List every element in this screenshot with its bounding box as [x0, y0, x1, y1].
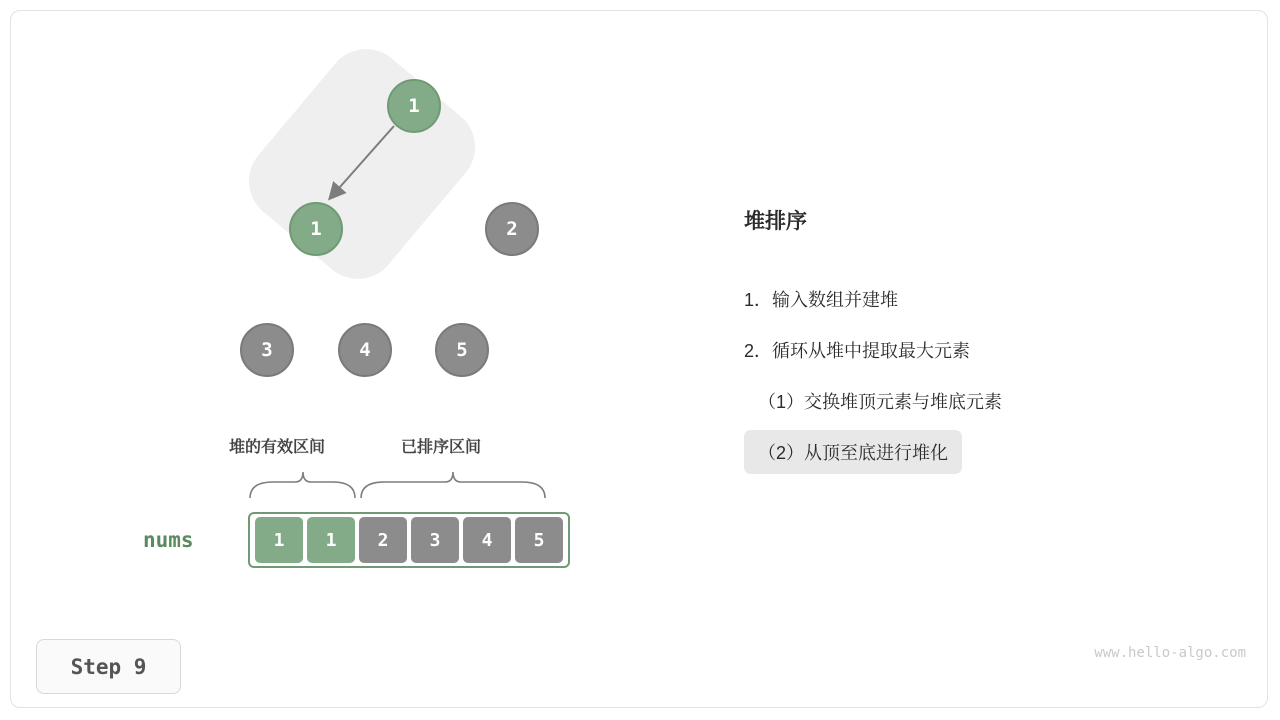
tree-node-2: 2 — [485, 202, 539, 256]
panel-step-2-1: （1）交换堆顶元素与堆底元素 — [758, 392, 1003, 412]
tree-node-3: 3 — [240, 323, 294, 377]
tree-node-5: 5 — [435, 323, 489, 377]
array-name-label: nums — [143, 528, 194, 552]
array-cell-5: 5 — [515, 517, 563, 563]
tree-node-4: 4 — [338, 323, 392, 377]
sorted-region-label: 已排序区间 — [401, 439, 482, 456]
region-braces — [245, 468, 575, 504]
step-badge: Step 9 — [36, 639, 181, 694]
array-cell-0: 1 — [255, 517, 303, 563]
array-cell-3: 3 — [411, 517, 459, 563]
heap-region-label: 堆的有效区间 — [229, 439, 326, 456]
array-cell-1: 1 — [307, 517, 355, 563]
tree-node-1: 1 — [289, 202, 343, 256]
array-cell-4: 4 — [463, 517, 511, 563]
tree-node-0: 1 — [387, 79, 441, 133]
panel-step-1: 1．输入数组并建堆 — [744, 290, 899, 310]
watermark: www.hello-algo.com — [1094, 645, 1246, 661]
array-container — [248, 512, 570, 568]
panel-step-2: 2．循环从堆中提取最大元素 — [744, 341, 971, 361]
array-cell-2: 2 — [359, 517, 407, 563]
panel-step-2-2: （2）从顶至底进行堆化 — [744, 430, 962, 474]
panel-title: 堆排序 — [744, 210, 807, 233]
